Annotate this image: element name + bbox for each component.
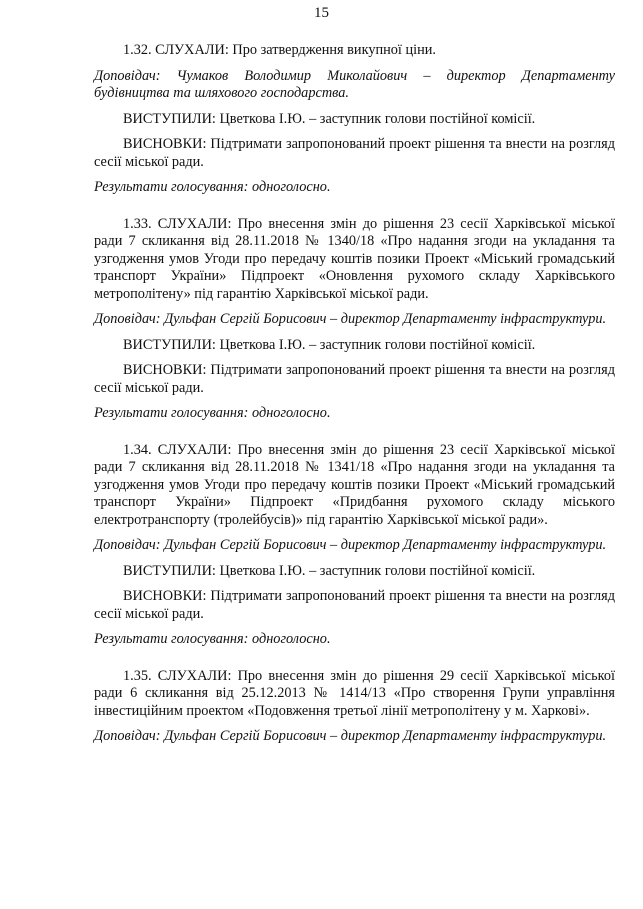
agenda-item-1-35 — [94, 668, 615, 746]
vote-result-text: Результати голосування: одноголосно. — [94, 179, 331, 195]
speaker-text: Доповідач: Дульфан Сергій Борисович – директор Департаменту інфраструктури. — [94, 537, 607, 553]
vote-result-text: Результати голосування: одноголосно. — [94, 631, 331, 647]
heard-text: 1.35. СЛУХАЛИ: Про внесення змін до рішення 29 сесії Харківської міської ради 6 скликання від 25.12.2013 № 1414/13 «Про створення Групи управління інвестиційним проектом «Подовження третьої лінії метрополітену у м. Харкові». — [94, 667, 615, 719]
agenda-item-1-33 — [94, 216, 615, 423]
speaker-text: Доповідач: Дульфан Сергій Борисович – директор Департаменту інфраструктури. — [94, 728, 607, 744]
conclusion-text: ВИСНОВКИ: Підтримати запропонований проект рішення та внести на розгляд сесії міської ради. — [94, 136, 615, 170]
heard-text: 1.33. СЛУХАЛИ: Про внесення змін до рішення 23 сесії Харківської міської ради 7 скликання від 28.11.2018 № 1340/18 «Про надання згоди на укладання та узгодження умов Угоди про передачу коштів позики Проект «Міський громадський транспорт України» Підпроект «Оновлення рухомого складу Харківського метрополітену» під гарантію Харківської міської ради. — [94, 215, 615, 302]
conclusion-text: ВИСНОВКИ: Підтримати запропонований проект рішення та внести на розгляд сесії міської ради. — [94, 588, 615, 622]
speaker-text: Доповідач: Дульфан Сергій Борисович – директор Департаменту інфраструктури. — [94, 311, 607, 327]
heard-text: 1.32. СЛУХАЛИ: Про затвердження викупної ціни. — [123, 42, 436, 58]
heard-text: 1.34. СЛУХАЛИ: Про внесення змін до рішення 23 сесії Харківської міської ради 7 скликання від 28.11.2018 № 1341/18 «Про надання згоди на укладання та узгодження умов Угоди про передачу коштів позики Проект «Міський громадський транспорт України» Підпроект «Придбання рухомого складу міського електротранспорту (тролейбусів)» під гарантію Харківської міської ради». — [94, 441, 615, 528]
spoke-text: ВИСТУПИЛИ: Цветкова І.Ю. – заступник голови постійної комісії. — [123, 336, 536, 353]
page-number: 15 — [314, 5, 329, 21]
minutes-content — [94, 42, 615, 754]
spoke-text: ВИСТУПИЛИ: Цветкова І.Ю. – заступник голови постійної комісії. — [123, 110, 536, 127]
speaker-text: Доповідач: Чумаков Володимир Миколайович – директор Департаменту будівництва та шляхового господарства. — [94, 67, 615, 101]
spoke-text: ВИСТУПИЛИ: Цветкова І.Ю. – заступник голови постійної комісії. — [123, 562, 536, 579]
conclusion-text: ВИСНОВКИ: Підтримати запропонований проект рішення та внести на розгляд сесії міської ради. — [94, 362, 615, 396]
agenda-item-1-32 — [94, 42, 615, 197]
agenda-item-1-34 — [94, 442, 615, 649]
vote-result-text: Результати голосування: одноголосно. — [94, 405, 331, 421]
